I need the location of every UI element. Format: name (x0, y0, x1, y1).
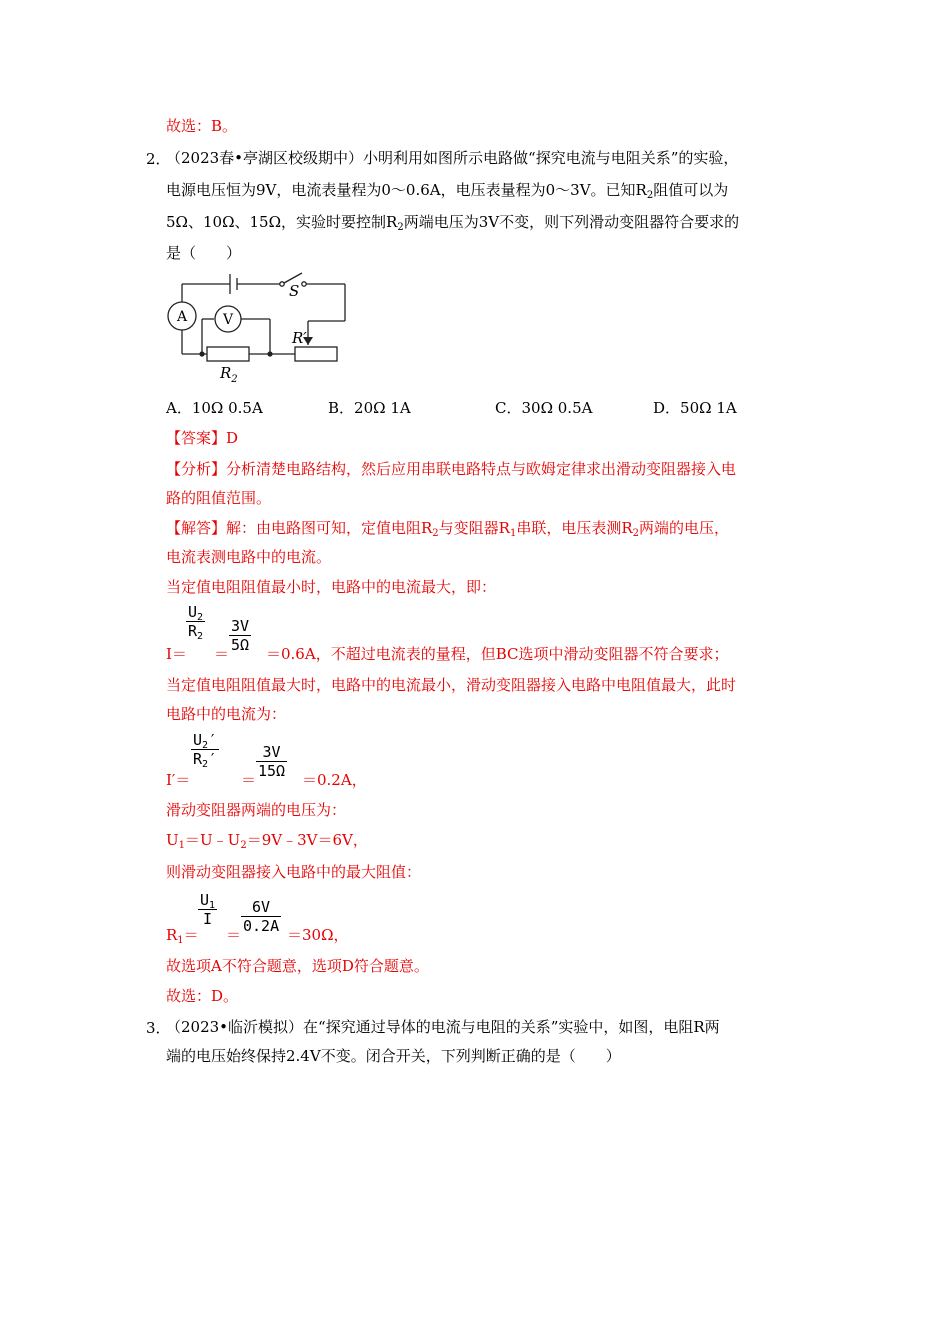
rheostat-label: R′ (292, 329, 307, 347)
eq3-outer-fraction: $U_1$ I (200, 891, 216, 928)
resistor-r2 (207, 347, 249, 361)
q2-stem-line-4: 是（ ） (166, 244, 242, 262)
analysis-line-2: 路的阻值范围。 (166, 489, 272, 507)
q1-final-answer: 故选：B。 (166, 117, 238, 135)
q2-stem-line-2: 电源电压恒为9V，电流表量程为0～0.6A，电压表量程为0～3V。已知$R_2$阻值可以为 (166, 181, 729, 201)
q2-final-answer: 故选：D。 (166, 987, 239, 1005)
eq3-inner-fraction: 6V 0.2A (243, 898, 280, 935)
voltmeter-label: V (222, 312, 234, 328)
solution-line-7: $U_1=U﹣U_2=9V﹣3V=6V$， (166, 831, 368, 851)
ammeter-label: A (176, 309, 188, 325)
eq1-outer-fraction: $U_2$ $R_2$ (188, 603, 204, 642)
solution-line-6: 滑动变阻器两端的电压为： (166, 801, 347, 819)
eq1-equals: ＝ (214, 645, 230, 663)
eq2-lhs: I′＝ (166, 771, 191, 789)
eq1-result: ＝0.6A，不超过电流表的量程，但BC选项中滑动变阻器不符合要求； (266, 645, 729, 663)
switch-contact-right (302, 282, 306, 286)
solution-line-3: 当定值电阻阻值最小时，电路中的电流最大，即： (166, 578, 497, 596)
q3-stem-line-1: （2023•临沂模拟）在“探究通过导体的电流与电阻的关系”实验中，如图，电阻R两 (166, 1018, 720, 1036)
q3-number: 3． (146, 1019, 171, 1037)
option-b[interactable]: B．20Ω 1A (328, 399, 411, 417)
q2-stem-line-3: 5Ω、10Ω、15Ω，实验时要控制$R_2$两端电压为3V不变，则下列滑动变阻器符合要求的 (166, 213, 740, 233)
solution-line-2: 电流表测电路中的电流。 (166, 548, 332, 566)
circuit-diagram (160, 265, 360, 387)
q2-number: 2． (146, 150, 171, 168)
eq3-result: ＝30Ω， (287, 926, 349, 944)
eq2-result: ＝0.2A， (302, 771, 367, 789)
q3-stem-line-2: 端的电压始终保持2.4V不变。闭合开关，下列判断正确的是（ ） (166, 1047, 621, 1065)
eq1-lhs: I＝ (166, 645, 187, 663)
analysis-line-1: 【分析】分析清楚电路结构，然后应用串联电路特点与欧姆定律求出滑动变阻器接入电 (166, 460, 737, 478)
switch-label: S (289, 282, 300, 300)
option-a[interactable]: A．10Ω 0.5A (166, 399, 263, 417)
eq1-inner-fraction: 3V 5Ω (231, 617, 250, 654)
q2-stem-line-1: （2023春•亭湖区校级期中）小明利用如图所示电路做“探究电流与电阻关系”的实验， (166, 149, 739, 167)
eq2-inner-fraction: 3V 15Ω (258, 743, 286, 780)
eq3-equals: ＝ (226, 926, 242, 944)
eq2-outer-fraction: $U_2'$ $R_2'$ (193, 731, 218, 770)
junction-left (199, 351, 204, 356)
solution-line-5: 电路中的电流为： (166, 705, 287, 723)
eq3-lhs: $R_1=$ (166, 926, 199, 946)
option-c[interactable]: C．30Ω 0.5A (495, 399, 593, 417)
answer-line: 【答案】D (166, 429, 239, 447)
solution-line-8: 则滑动变阻器接入电路中的最大阻值： (166, 863, 422, 881)
resistor-label: $R_2$ (220, 364, 238, 385)
solution-line-4: 当定值电阻阻值最大时，电路中的电流最小，滑动变阻器接入电路中电阻值最大，此时 (166, 676, 737, 694)
option-d[interactable]: D．50Ω 1A (653, 399, 737, 417)
solution-line-9: 故选项A不符合题意，选项D符合题意。 (166, 957, 429, 975)
junction-right (267, 351, 272, 356)
switch-contact-left (280, 282, 284, 286)
rheostat-r-prime (295, 347, 337, 361)
eq2-equals: ＝ (241, 771, 257, 789)
solution-line-1: 【解答】解：由电路图可知，定值电阻$R_2$与变阻器$R_1$串联，电压表测$R_2$两端的电压， (166, 519, 730, 539)
